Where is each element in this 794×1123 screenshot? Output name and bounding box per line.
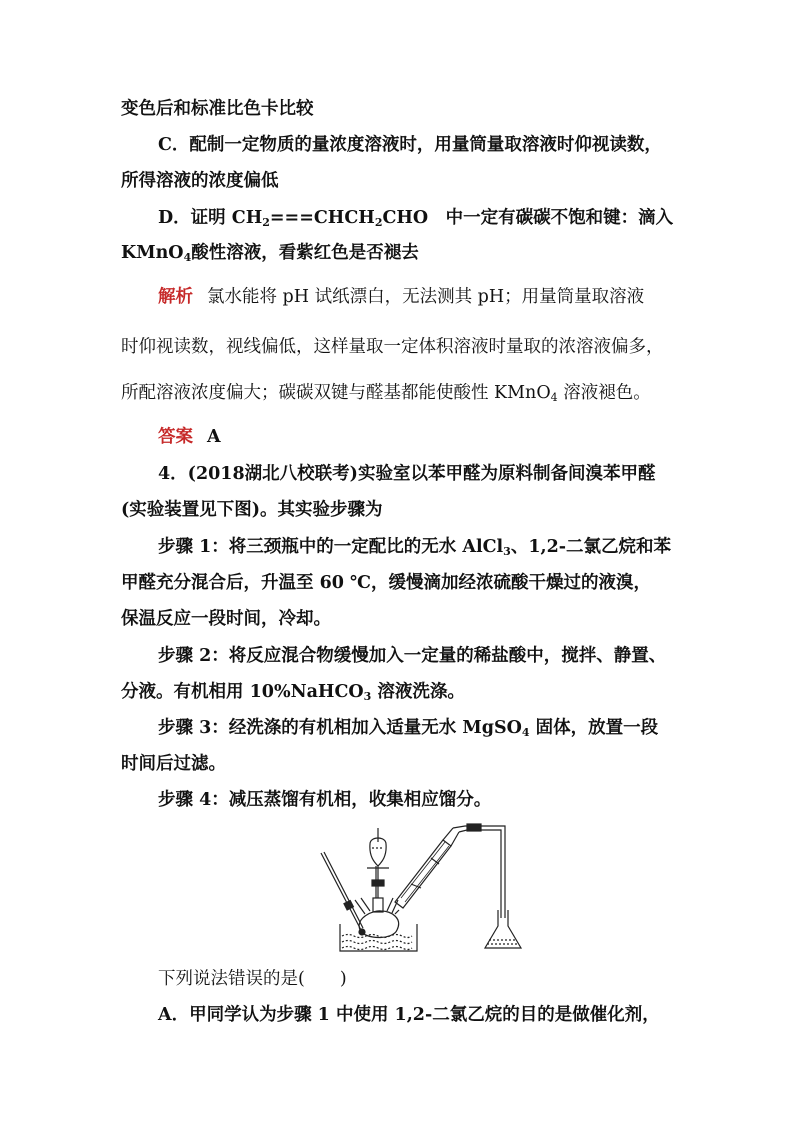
- option-a-line: A．甲同学认为步骤 1 中使用 1,2-二氯乙烷的目的是做催化剂，: [158, 1005, 660, 1025]
- analysis-label: 解析: [158, 287, 193, 307]
- question-stem: 下列说法错误的是( ): [158, 969, 347, 989]
- step-1-line-1: 步骤 1：将三颈瓶中的一定配比的无水 AlCl$_3$、1,2-二氯乙烷和苯: [158, 537, 672, 558]
- step-1-line-2: 甲醛充分混合后，升温至 60 ℃，缓慢滴加经浓硫酸干燥过的液溴，: [121, 573, 652, 593]
- step-2-line-2: 分液。有机相用 10%NaHCO$_3$ 溶液洗涤。: [121, 682, 465, 703]
- dropping-funnel: [367, 828, 389, 898]
- answer-label: 答案: [158, 427, 193, 447]
- step-4-line: 步骤 4：减压蒸馏有机相，收集相应馏分。: [158, 790, 492, 810]
- question-4-line-2: (实验装置见下图)。其实验步骤为: [121, 500, 383, 520]
- option-d-line-1: D．证明 $CH_2===CHCH_2CHO$ 中一定有碳碳不饱和键：滴入: [158, 208, 674, 229]
- option-c-line-1: C．配制一定物质的量浓度溶液时，用量筒量取溶液时仰视读数，: [158, 135, 662, 155]
- step-2-line-1: 步骤 2：将反应混合物缓慢加入一定量的稀盐酸中，搅拌、静置、: [158, 646, 667, 666]
- delivery-tube: [453, 824, 505, 918]
- thermometer: [321, 852, 365, 935]
- erlenmeyer-flask: [485, 910, 521, 948]
- text-line-1: 变色后和标准比色卡比较: [121, 99, 314, 119]
- step-1-line-3: 保温反应一段时间，冷却。: [121, 609, 331, 629]
- condenser: [395, 828, 459, 914]
- analysis-line-1: 解析 氯水能将 pH 试纸漂白，无法测其 pH；用量筒量取溶液: [158, 287, 645, 307]
- option-c-line-2: 所得溶液的浓度偏低: [121, 171, 279, 191]
- question-4-line-1: 4．(2018湖北八校联考)实验室以苯甲醛为原料制备间溴苯甲醛: [158, 464, 656, 484]
- analysis-line-3: 所配溶液浓度偏大；碳碳双键与醛基都能使酸性 KMnO$_4$ 溶液褪色。: [121, 383, 651, 404]
- step-3-line-1: 步骤 3：经洗涤的有机相加入适量无水 MgSO$_4$ 固体，放置一段: [158, 718, 659, 739]
- analysis-line-2: 时仰视读数，视线偏低，这样量取一定体积溶液时量取的浓溶液偏多，: [121, 337, 664, 357]
- answer-line: 答案 A: [158, 427, 221, 447]
- option-d-line-2: KMnO$_4$酸性溶液，看紫红色是否褪去: [121, 243, 419, 264]
- step-3-line-2: 时间后过滤。: [121, 754, 226, 774]
- apparatus-figure: [315, 818, 530, 956]
